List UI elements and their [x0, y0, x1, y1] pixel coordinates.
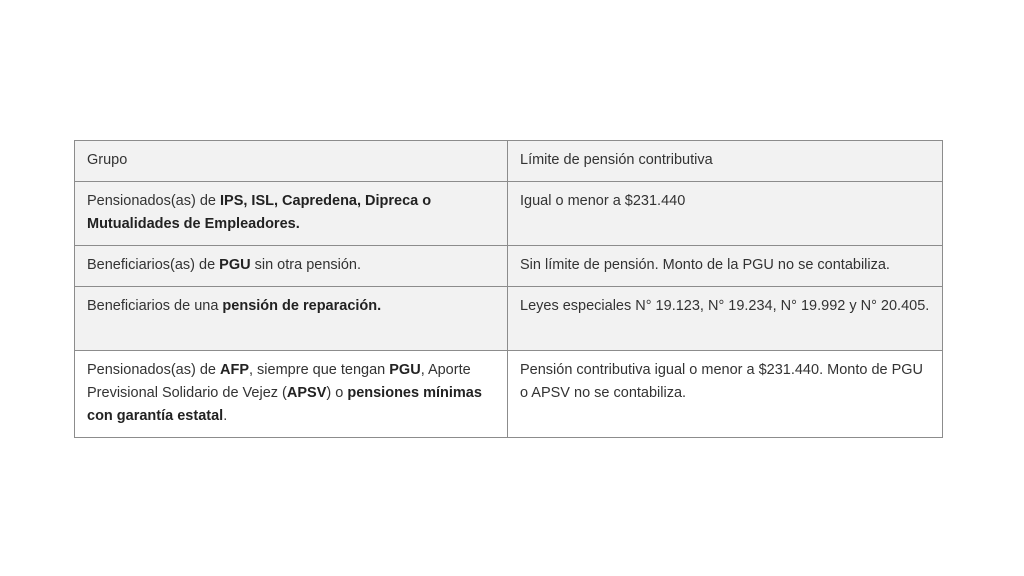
group-cell [75, 182, 508, 246]
group-text-bold: IPS, ISL, Capredena, Dipreca o Mutualidades de Empleadores. [87, 193, 432, 232]
group-cell [75, 287, 508, 351]
group-text: Beneficiarios(as) de [87, 257, 220, 273]
group-text-bold: pensiones mínimas con garantía estatal [87, 385, 482, 424]
table-header-row [75, 141, 943, 182]
header-group-cell: Grupo [75, 141, 508, 182]
group-text-bold: pensión de reparación. [222, 298, 382, 314]
group-text: , siempre que tengan [249, 362, 390, 378]
limit-cell: Leyes especiales N° 19.123, N° 19.234, N° 19.992 y N° 20.405. [508, 287, 943, 351]
header-limit-cell: Límite de pensión contributiva [508, 141, 943, 182]
group-text: , Aporte Previsional Solidario de Vejez ( [87, 362, 471, 401]
pension-limits-table [74, 140, 943, 438]
table-row [75, 246, 943, 287]
group-text: Pensionados(as) de [87, 362, 220, 378]
group-cell [75, 351, 508, 438]
group-text: ) o [326, 385, 348, 401]
limit-cell: Igual o menor a $231.440 [508, 182, 943, 246]
group-text: Beneficiarios de una [87, 298, 223, 314]
group-text-bold: AFP [220, 362, 249, 378]
table-row [75, 287, 943, 351]
table-row [75, 182, 943, 246]
group-cell [75, 246, 508, 287]
group-text-bold: PGU [219, 257, 251, 273]
group-text-bold: APSV [286, 385, 327, 401]
table-row [75, 351, 943, 438]
group-text-bold: PGU [389, 362, 421, 378]
group-text: Pensionados(as) de [87, 193, 220, 209]
limit-cell: Sin límite de pensión. Monto de la PGU no se contabiliza. [508, 246, 943, 287]
group-text: . [223, 408, 228, 424]
group-text: sin otra pensión. [250, 257, 362, 273]
limit-cell: Pensión contributiva igual o menor a $231.440. Monto de PGU o APSV no se contabiliza. [508, 351, 943, 438]
